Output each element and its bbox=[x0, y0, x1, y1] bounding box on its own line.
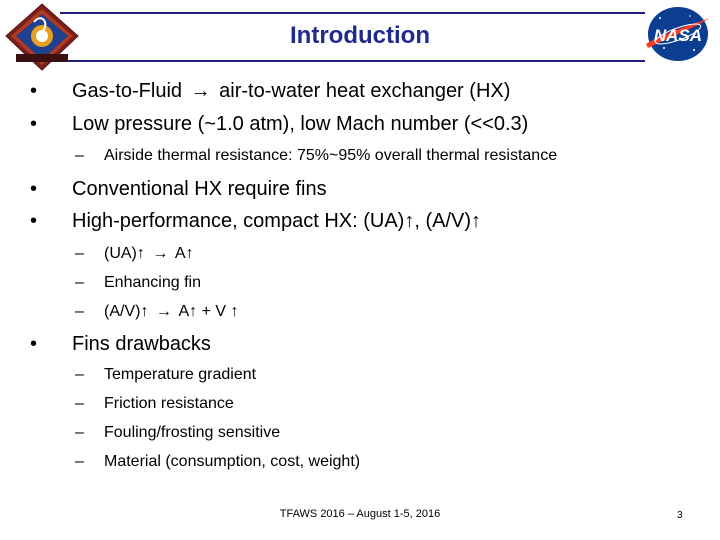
bullet-mark: • bbox=[30, 210, 38, 232]
dash-mark: – bbox=[75, 366, 84, 383]
bullet-text: Fins drawbacks bbox=[72, 333, 211, 355]
page-title: Introduction bbox=[290, 22, 430, 49]
arrow-right-icon: → bbox=[190, 80, 211, 102]
nasa-logo-text: NASA bbox=[653, 26, 703, 45]
sub-bullet-text: (UA)↑ → A↑ bbox=[104, 245, 194, 262]
sub-bullet-text: Temperature gradient bbox=[104, 366, 257, 383]
footer-text: TFAWS 2016 – August 1-5, 2016 bbox=[279, 508, 441, 520]
sub-bullet-text: Material (consumption, cost, weight) bbox=[104, 453, 361, 470]
sub-bullet-text: Enhancing fin bbox=[104, 274, 201, 291]
dash-mark: – bbox=[75, 395, 84, 412]
bullet-text: Low pressure (~1.0 atm), low Mach number (<<0.3) bbox=[72, 113, 529, 135]
sub-bullet-text: Fouling/frosting sensitive bbox=[104, 424, 281, 441]
arrow-right-icon: → bbox=[152, 245, 169, 262]
bullet-text: Conventional HX require fins bbox=[72, 178, 327, 200]
dash-mark: – bbox=[75, 147, 84, 164]
dash-mark: – bbox=[75, 453, 84, 470]
bullet-mark: • bbox=[30, 113, 38, 135]
sub-bullet-text: Airside thermal resistance: 75%~95% overall thermal resistance bbox=[104, 147, 558, 164]
nasa-meatball-icon bbox=[642, 4, 714, 64]
sub-bullet-text: (A/V)↑ → A↑ + V ↑ bbox=[104, 303, 239, 320]
bullet-mark: • bbox=[30, 178, 38, 200]
bullet-text: High-performance, compact HX: (UA)↑, (A/V)↑ bbox=[72, 210, 481, 232]
dash-mark: – bbox=[75, 274, 84, 291]
dash-mark: – bbox=[75, 303, 84, 320]
bullet-text: Gas-to-Fluid → air-to-water heat exchanger (HX) bbox=[72, 80, 511, 102]
bullet-mark: • bbox=[30, 80, 38, 102]
dash-mark: – bbox=[75, 424, 84, 441]
sub-bullet-text: Friction resistance bbox=[104, 395, 234, 412]
page-number: 3 bbox=[677, 510, 683, 521]
dash-mark: – bbox=[75, 245, 84, 262]
bullet-mark: • bbox=[30, 333, 38, 355]
arrow-right-icon: → bbox=[155, 303, 172, 320]
